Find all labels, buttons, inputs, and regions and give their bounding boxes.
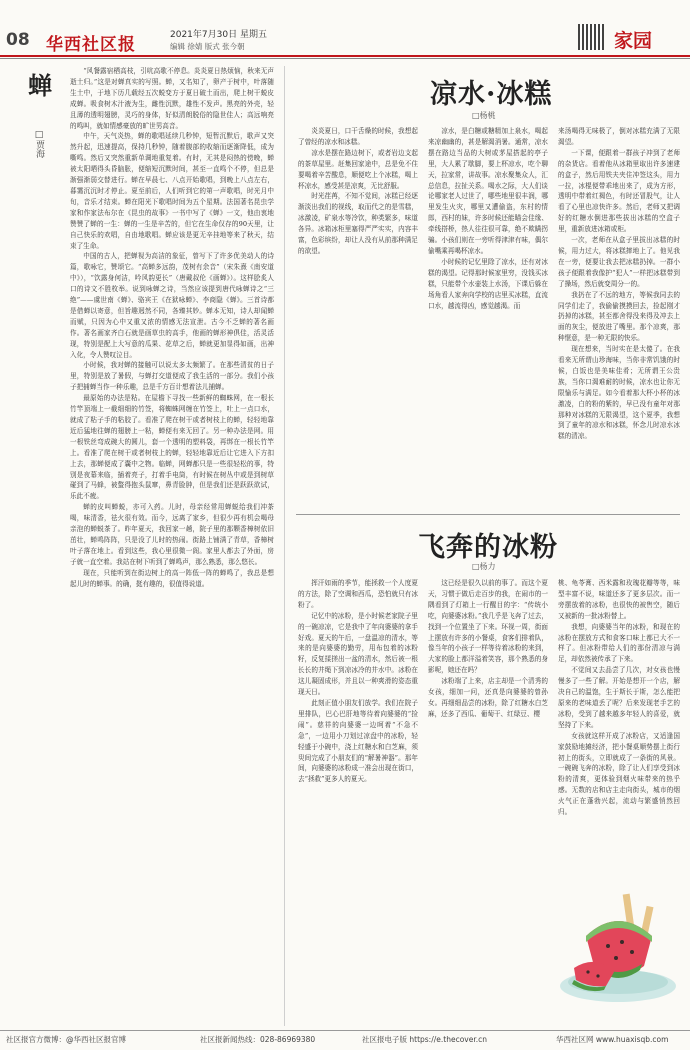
paragraph: 一次，老师在从盒子里拔出冰糕的时候，用力过大，将冰糕摔地上了。他见我在一旁，便要让我去把冰糕扔掉。一群小孩子便跟着我像护“犯人”一样把冰糕带到了操场，然后就变周分一的。 (558, 236, 680, 288)
paragraph: 现在想来，当时实在是太傻了。在我看来无所谓山珍海味，当你非常饥饿的时候，白饭也是美味佳肴；无所谓王公贵族，当你口渴难耐的时候，凉水也让你无限愉乐与满足。如今看着那大杯小杯的冰激凌，白的粉的紫的，早已没有童年对那那种对冰糕的无限渴望，这个夏季，我想到了童年的凉水和冰糕，怀念儿时凉水冰糕的清凉。 (558, 345, 680, 441)
article-column (428, 578, 548, 720)
paragraph: 凉水，是白糖或糖精加上泉水，喝起来凉幽幽的，甚是解渴消暑。通常，凉水摆在路边当品的大树或茅屋搭起的亭子里，大人累了歇脚，要上杯凉水，吃个聊天，拉家常，讲故事。凉水聚集众人，汇总信息，拉扯关系。喝水之际，大人们谈论哪家老人过世了，哪些地里很丰润，哪里发生火灾，哪里又遭偷盗，东村的情郎，西村的妹，许多时候还能瞄会佳缘、牵线搭桥，热人往往很可靠，绝不欺瞒拐骗。小孩们则在一旁听得津津有味，偶尔偷嘴乘再喝杯凉水。 (428, 127, 548, 255)
article-author-ice-jelly: □杨力 (472, 562, 496, 571)
paragraph: 炎炎夏日，口干舌燥的时候，我想起了曾经的凉水和冰糕。 (298, 127, 418, 146)
paragraph: 冰粉端了上来，店主却是一个清秀的女孩，细加一问，还真是向婆婆的曾孙女。再细细品尝的冰粉，除了红糖水白芝麻，还多了西瓜、葡萄干、红绿豆、樱 (428, 677, 548, 718)
paragraph: 现在，只能听到在街边树上的高一阵低一阵的蝉鸣了，我总是想起儿时的蝉事。的确，挺有趣的，很值得说道。 (70, 568, 274, 588)
paragraph: 凉水是摆在路边树下，或者岩边支起的茶草屋里。赶集回家途中，总是免不住要喝着辛苦酸息，顺便吃上个冰糕，喝上杯凉水，感受甚是凉爽，无比舒服。 (298, 148, 418, 190)
article-author-cicada: □贾海 (34, 130, 44, 158)
paragraph: 一下课，便跟着一群孩子冲到了老师的杂货店。看着他从冰箱里取出许多速建的盒子，然后用铁夫夹住冲签这头，用力一拉，冰棍便带乖地出来了，成为方形，透明中带着红褐色，有时还冒股气，让人看了心里也凉快许多。然后，老师又把调好的红糖水倒进那些拔出冰糕的空盒子里，重新放进冰箱或柜。 (558, 148, 680, 234)
footer-weibo: 社区报官方微博：@华西社区报官博 (6, 1035, 126, 1044)
newspaper-name: 华西社区报 (46, 35, 136, 55)
article-title-cicada: 蝉 (28, 71, 52, 100)
column-divider (284, 66, 285, 1026)
paragraph: 来汤喝得无味极了，倒对冰糕充满了无限渴望。 (558, 127, 680, 146)
article-body-cicada (70, 66, 274, 590)
article-author-cold-water: □杨桃 (472, 111, 496, 120)
article-column (298, 578, 418, 785)
article-column (558, 126, 680, 442)
page-number: 08 (6, 30, 30, 50)
watermelon-popsicle-illustration (556, 876, 680, 1006)
issue-date: 2021年7月30日 星期五 (170, 30, 267, 40)
footer-epaper: 社区报电子版 https://e.thecover.cn (362, 1035, 487, 1044)
paragraph: 小时候，我对蝉的接触可以说太多太频繁了。在那些清贫的日子里，特别是放了暑假，与蝉打交道便成了我生活的一部分。我们小孩子把捕蝉当作一种乐趣，总是千方百计想着法儿捕蝉。 (70, 361, 274, 392)
footer-rule (0, 1030, 690, 1031)
section-name: 家园 (614, 30, 653, 52)
paragraph: 记忆中的冰粉，是小时候老家院子里的一碗凉凉，它是我中了年向婆婆的拿手好戏。夏天的午后，一盘温凉的清水，等来的是向婆婆的勤劳，用布包着的冰粉籽，反复揉搓出一盆的清水，然后被一根长长的井绳下到凉冰冷的井水中。冰粉在这儿凝固成形，并且以一种爽滑的姿态重现天日。 (298, 611, 418, 697)
paragraph: 时光荏苒，不知不觉间，冰糕已经逐渐淡出我们的视线，取而代之的是雪糕，冰激凌，矿泉水等冷饮，种类繁多，味道各异。冰箱冰柜里塞得严严实实，内容丰富，色彩缤纷，却让人没有从前那种满足的欲望。 (298, 192, 418, 255)
footer-website: 华西社区网 www.huaxisqb.com (556, 1035, 669, 1044)
paragraph: 这已经是很久以前的事了。而这个夏天，习惯于做后走百步的我，在闹市的一隅看到了灯箱上一行醒目的字：“传统小吃，向婆婆冰粉。”我几乎是飞奔了过去，找到一个位置坐了下来。环视一周，街面上摆放有许多的小餐桌，食客们排着队，像当年的小孩子一样等待着冰粉的来到，大家的脸上都洋溢着笑容，那个熟悉的身影呢，她还在吗？ (428, 579, 548, 675)
article-title-cold-water: 凉水·冰糕 (430, 79, 553, 110)
page-header (0, 0, 690, 56)
paragraph: 小时候的记忆里除了凉水，还有对冰糕的渴望。记得那时候家里穷，没钱买冰糕，只能带个水壶装上水汤，下课后躲在场角看人家奔向学校的店里买冰糕，直流口水，越流得凶，感觉越渴。而 (428, 257, 548, 310)
editor-credits: 编辑 徐婧 版式 张今朝 (170, 42, 245, 51)
paragraph: 我想，向婆婆当年的冰粉，和现在的冰粉在摆放方式和食客口味上都已大不一样了。但冰粉带给人们的那份清凉与满足，却依然被传承了下来。 (558, 622, 680, 664)
paragraph: 此刻正值小朋友们放学。我们在院子里排队，巴心巴肝地等待着向婆婆的“捡闹”。慈祥的向婆婆一边呵着“不急不急”，一边用小刀划过凉盘中的冰粉，轻轻盛于小碗中，浇上红糖水和白芝麻，须臾间完成了小朋友们的“解暑神器”。那年间，向婆婆的冰粉成一准会出现在街口，去“拯救”更多人的夏天。 (298, 698, 418, 784)
article-title-ice-jelly: 飞奔的冰粉 (418, 532, 558, 563)
article-column (428, 126, 548, 311)
article-separator (296, 514, 680, 515)
paragraph: 最原始的办法是粘。在屋檐下寻找一些新鲜的蜘蛛网，在一根长竹竿顶端上一截细细的竹签，将蜘蛛网缠在竹签上，吐上一点口水，就成了粘子手的粘胶了。看准了爬在树干或者树枝上的蝉，轻轻地靠近后猛地往蝉的翅膀上一粘，蝉便有来无回了。另一种办法是网。用一根铁丝弯成碗大的圆儿，套一个透明的塑料袋，再绑在一根长竹竿上。看准了爬在树干或者树枝上的蝉，轻轻地靠近后让它进入下方扣上去，那蝉便成了囊中之物。临蝉，网蝉都只是一些很轻松的事，特别是夜幕来临，插着亮子，打着手电筒，有时候在树丛中或是到树草碰到了马蜂，被螫得抱头鼠窜，鼻青脸肿，但是我们还是跃跃欲试，乐此不疲。 (70, 394, 274, 501)
paragraph: 中午，天气炎热，蝉的歌唱延续几秒钟，短暂沉默后，歌声又突然升起，迅速提高，保持几秒钟，随着腹部的收缩而逐渐降低，成为嘶鸣。然后又突然重新单调地重复着。有时，无其是闷热的傍晚，蝉被太阳晒得头昏脑胀，便缩短沉默时间，甚至一直鸣个不停，但总是渐强渐弱交替进行。蝉在早晨七、八点开始歌唱，到晚上八点左右，暮霭沉沉时才停止。夏至前后，人们听到它的第一声歌唱，时光月中旬，音乐才结束。蝉在阳光下歌唱时间为五个星期。法国著名昆虫学家和作家法布尔在《昆虫的故事》一书中写了《蝉》一文，他由衷地赞赞了蝉的一生：蝉的一生是辛苦的，但它在生命仅存的90天里，让自己快乐的欢唱，自由地歌唱。蝉应该是更无辛挂地等来了秋天，结束了生命。 (70, 132, 274, 250)
footer-hotline: 社区报新闻热线：028-86969380 (200, 1035, 316, 1044)
paragraph: 不觉间又去品尝了几次，对女孩也慢慢多了一些了解。开始是想开一个店，解决自己的温饱，生于斯长于斯，怎么能把原来的老味道丢了呢？后来发现老手艺的冰粉，受到了越来越多年轻人的喜爱，就坚持了下来。 (558, 666, 680, 729)
article-column (558, 578, 680, 818)
paragraph: “风餐露宿栖高枝，引吭高歌不停息。炎炎夏日热烦恼，秋来无声逝土归。”这是对蝉真实的写照。蝉，又名知了，卵产于树中，叶落随生土中，于地下历几载经五次蜕变方于夏日破土而出，爬上树干蜕皮成蝉。吸食树木汁液为生，雌性沉默，雄性不发声。黑亮的外壳，轻且薄的透明翅膀，灵巧的身体，好似清朗脱俗的隐世佳人；高远响亮的鸣叫，就如情感豪放的旷世男高音。 (70, 67, 274, 130)
paragraph: 我扔在了不远的地方，等候我同去的同学们走了，我偷偷摸摸回去，捡起刚才扔掉的冰糕，甚至都舍得没来得及冲去上面的灰尘，便放进了嘴里。那个凉爽，那种惬意，是一种无限的快乐。 (558, 290, 680, 343)
article-column (298, 126, 418, 257)
paragraph: 桃、龟苓膏、西米露和玫瑰花瓣等等，味型丰富不说，味道还多了更多层次。而一旁摆放着的冰粉，也很快的被售空，随后又被新的一批冰粉替上。 (558, 579, 680, 620)
paragraph: 中国的古人，把蝉视为高洁的象征，曾写下了许多优美动人的诗篇，歌咏它，赞颂它。“高蝉多远韵，茂树有余音”（宋朱熹《南安道中》），“饮露身何洁，吟风韵更长”（唐戴叔伦《画蝉》）。这样脍炙人口的诗文不胜枚举。说到咏蝉之诗，当然应该提到唐代咏蝉诗之“三绝”——虞世南《蝉》、骆宾王《在狱咏蝉》、李商隐《蝉》。三首诗都是借蝉以寄意，但旨趣迥然不同，各臻其妙。蝉本无知，诗人却闻蝉而赋，只因为心中又重又浓的情感无法宣泄。古今不乏蝉的著名画作。著名画家齐白石就是画草虫的高手，他画的蝉形神俱佳，活灵活现，特别是配上大写意的瓜果、花草之后，蝉就更加显得如画，出神入化，令人赞叹泣目。 (70, 252, 274, 359)
qr-code-icon (578, 24, 604, 50)
paragraph: 蝉的皮叫蝉蜕，亦可入药。儿时，母亲经常用蝉蜕给我们冲茶喝，味清香，祛火很有效。而今，远离了家乡，但很少再有机会喝母亲泡的蝉蜕茶了。昨年夏天，我回家一趟，院子里的那颗香樟树依旧茁壮，蝉鸣阵阵，只是没了儿时的热闹。街路上铺满了青草，香樟树叶子落在地上。看到这些，我心里很微一阁。家里人都去了外面，房子就一直空着。我站在树下听到了蝉鸣声，那么熟悉，那么悠长。 (70, 503, 274, 566)
paragraph: 挥汗如雨的季节，能拯救一个人度夏的方法，除了空调和西瓜，恐怕就只有冰粉了。 (298, 579, 418, 609)
header-rule-thin (0, 58, 690, 59)
header-rule (0, 55, 690, 57)
paragraph: 女孩就这样开成了冰粉店，又适逢国家鼓励地摊经济，把小餐桌顺势摆上街行初上的街头，立即就成了一条街的风景。一碗碗飞奔的冰粉，除了让人们享受到冰粉的清爽，更体验到烟火味带来的热乎感。无数的店和店主走向街头，城市的烟火气正在蓬勃兴起，流动与繁盛悄然回归。 (558, 731, 680, 817)
